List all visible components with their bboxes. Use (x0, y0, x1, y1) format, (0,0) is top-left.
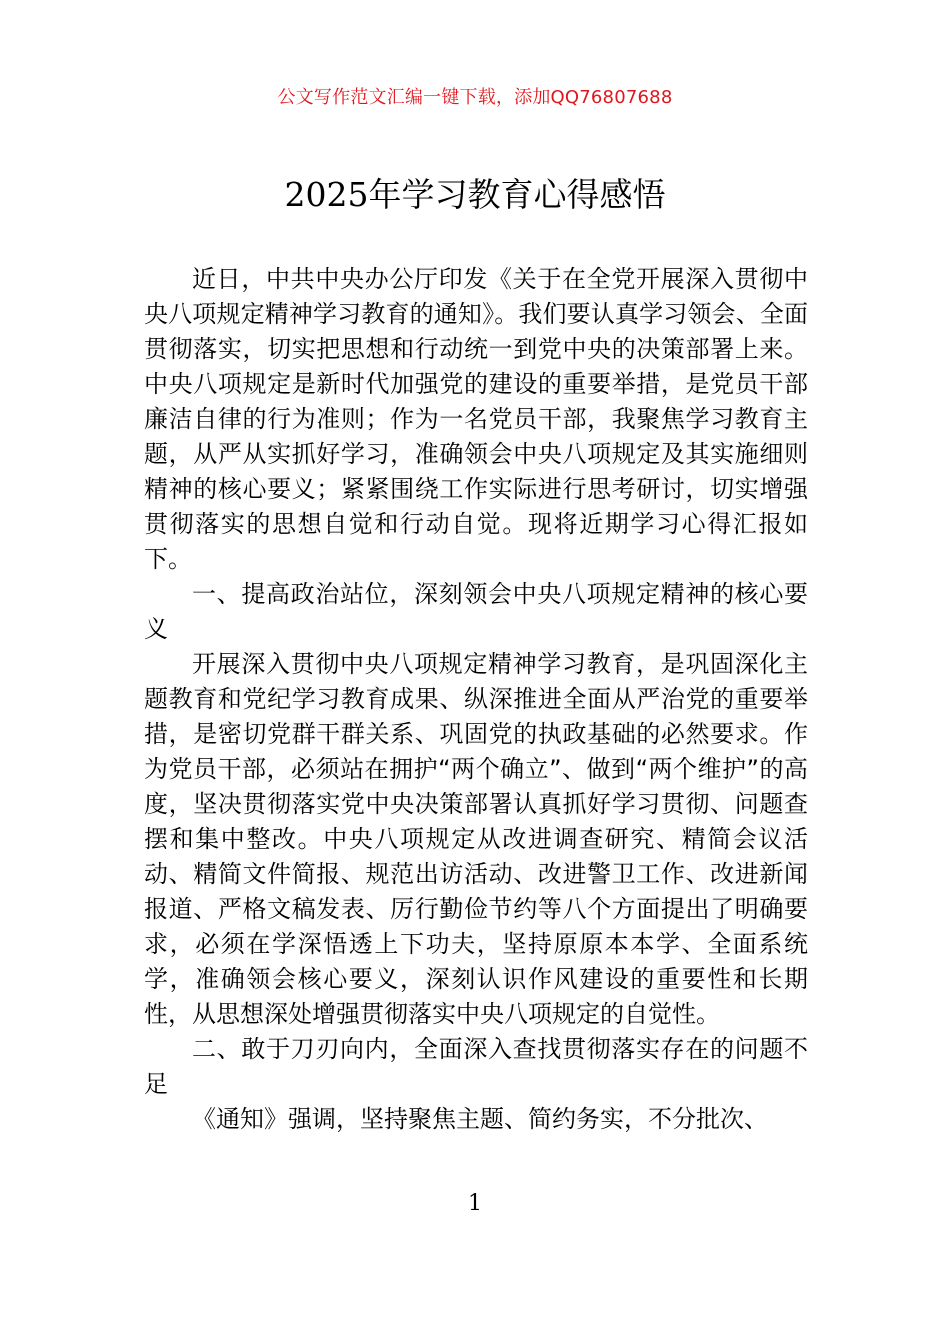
page-number: 1 (468, 1191, 482, 1216)
section-heading-1: 一、提高政治站位，深刻领会中央八项规定精神的核心要义 (144, 580, 808, 643)
section-heading-2: 二、敢于刀刃向内，全面深入查找贯彻落实存在的问题不足 (144, 1035, 808, 1098)
document-title: 2025年学习教育心得感悟 (284, 175, 666, 214)
document-body (144, 262, 808, 1137)
intro-paragraph: 近日，中共中央办公厅印发《关于在全党开展深入贯彻中央八项规定精神学习教育的通知》。我们要认真学习领会、全面贯彻落实，切实把思想和行动统一到党中央的决策部署上来。中央八项规定是新时代加强党的建设的重要举措，是党员干部廉洁自律的行为准则；作为一名党员干部，我聚焦学习教育主题，从严从实抓好学习，准确领会中央八项规定及其实施细则精神的核心要义；紧紧围绕工作实际进行思考研讨，切实增强贯彻落实的思想自觉和行动自觉。现将近期学习心得汇报如下。 (144, 265, 808, 573)
section-1-paragraph: 开展深入贯彻中央八项规定精神学习教育，是巩固深化主题教育和党纪学习教育成果、纵深推进全面从严治党的重要举措，是密切党群干群关系、巩固党的执政基础的必然要求。作为党员干部，必须站在拥护“两个确立”、做到“两个维护”的高度，坚决贯彻落实党中央决策部署认真抓好学习贯彻、问题查摆和集中整改。中央八项规定从改进调查研究、精简会议活动、精简文件简报、规范出访活动、改进警卫工作、改进新闻报道、严格文稿发表、厉行勤俭节约等八个方面提出了明确要求，必须在学深悟透上下功夫，坚持原原本本学、全面系统学，准确领会核心要义，深刻认识作风建设的重要性和长期性，从思想深处增强贯彻落实中央八项规定的自觉性。 (144, 650, 808, 1028)
section-2-paragraph: 《通知》强调，坚持聚焦主题、简约务实，不分批次、 (192, 1105, 768, 1133)
header-download-note: 公文写作范文汇编一键下载，添加QQ76807688 (277, 87, 673, 108)
